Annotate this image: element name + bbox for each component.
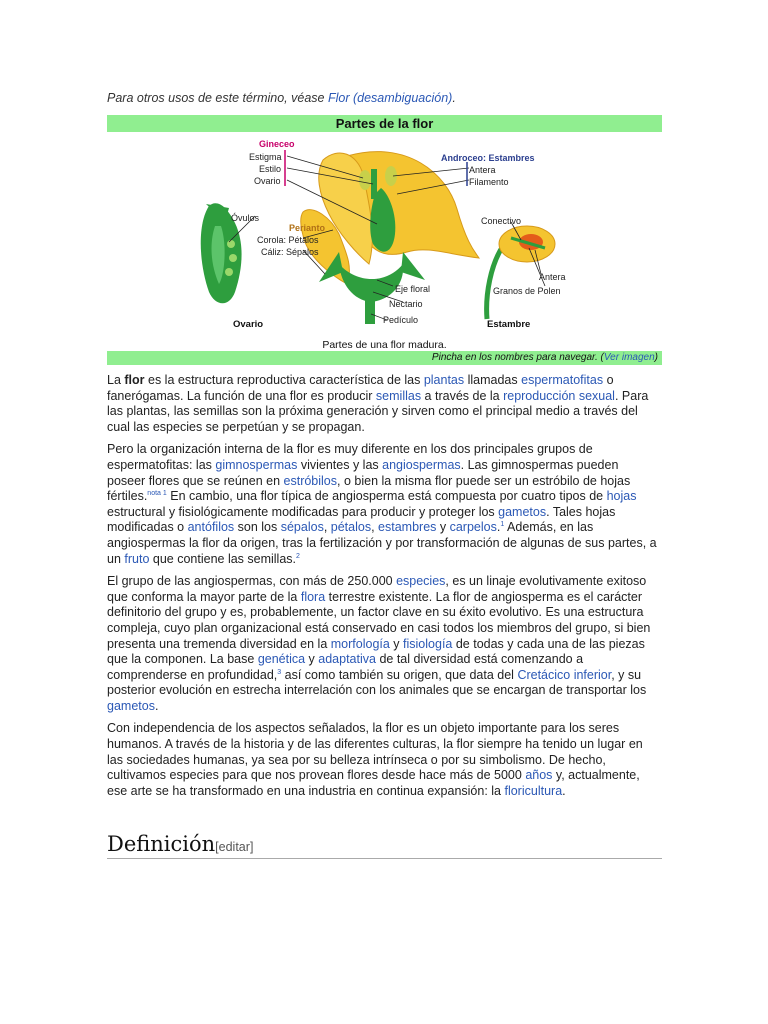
- paragraph-culture: Con independencia de los aspectos señalados, la flor es un objeto importante para los seres humanos. A través de la historia y de las diferentes culturas, la flor siempre ha tenido un lugar en las sociedades humanas, ya sea por su belleza intrínseca o por su simbolismo. De hecho, cultivamos especies para que nos provean flores desde hace más de 5000 años y, actualmente, ese arte se ha transformado en una industria en continua expansión: la floricultura.: [107, 721, 643, 798]
- footnote-3[interactable]: 3: [277, 668, 282, 676]
- label-pediculo[interactable]: Pedículo: [383, 315, 419, 325]
- label-perianto[interactable]: Perianto: [289, 223, 326, 233]
- link-anos[interactable]: años: [525, 768, 553, 783]
- disambiguation-link[interactable]: Flor (desambiguación): [327, 91, 453, 105]
- label-antera-2[interactable]: Antera: [539, 272, 566, 282]
- label-caliz[interactable]: Cáliz: Sépalos: [261, 247, 319, 257]
- link-floricultura[interactable]: floricultura: [504, 783, 563, 798]
- link-adaptativa[interactable]: adaptativa: [318, 652, 376, 667]
- sepal-shape: [401, 252, 425, 280]
- ovule-shape: [229, 254, 237, 262]
- paragraph-intro: La flor es la estructura reproductiva característica de las plantas llamadas espermatofitas o fanerógamas. La función de una flor es producir semillas a través de la reproducción sexual. Para las plantas, las semillas son la próxima generación y sirven como el principal medio a través del cual las especies se perpetúan y se propagan.: [107, 373, 649, 434]
- link-cretacico-inferior[interactable]: Cretácico inferior: [517, 667, 612, 682]
- link-angiospermas[interactable]: angiospermas: [382, 457, 461, 472]
- link-flora[interactable]: flora: [300, 589, 326, 604]
- link-fisiologia[interactable]: fisiología: [403, 636, 453, 651]
- link-petalos[interactable]: pétalos: [330, 520, 372, 535]
- navigation-hint: Pincha en los nombres para navegar. (Ver imagen): [107, 351, 662, 365]
- link-estrobilos[interactable]: estróbilos: [283, 473, 338, 488]
- label-ovario[interactable]: Ovario: [254, 176, 281, 186]
- label-antera[interactable]: Antera: [469, 165, 496, 175]
- label-estigma[interactable]: Estigma: [249, 152, 282, 162]
- figure-caption: Partes de una flor madura.: [322, 339, 447, 351]
- label-gineceo[interactable]: Gineceo: [259, 139, 295, 149]
- label-conectivo[interactable]: Conectivo: [481, 216, 522, 226]
- paragraph-angiosperms: El grupo de las angiospermas, con más de 250.000 especies, es un linaje evolutivamente exitoso que conforma la mayor parte de la flora terrestre existente. La flor de angiosperma es el carácter definitorio del grupo y es, probablemente, un factor clave en su éxito evolutivo. Es una estructura compleja, cuyo plan organizacional está conservado en casi todos los miembros del grupo, si bien presenta una tremenda diversidad en la morfología y fisiología de todas y cada una de las piezas que la componen. La base genética y adaptativa de tal diversidad está comenzando a comprenderse en profundidad,$^3$ así como también su origen, que data del Cretácico inferior, y su posterior evolución en estrecha interrelación con los animales que se encargan de transportar los gametos.: [107, 574, 651, 713]
- label-nectario[interactable]: Nectario: [389, 299, 423, 309]
- link-semillas[interactable]: semillas: [375, 388, 422, 403]
- label-corola[interactable]: Corola: Pétalos: [257, 235, 319, 245]
- link-antofilos[interactable]: antófilos: [187, 520, 235, 535]
- label-ovario-bottom[interactable]: Ovario: [233, 319, 264, 330]
- link-sepalos[interactable]: sépalos: [280, 520, 324, 535]
- section-heading-definicion: Definición[editar]: [107, 832, 662, 859]
- ovule-shape: [227, 240, 235, 248]
- pedicel-shape: [365, 298, 375, 324]
- link-gimnospermas[interactable]: gimnospermas: [215, 457, 298, 472]
- infobox-title: Partes de la flor: [107, 115, 662, 132]
- link-fruto[interactable]: fruto: [124, 551, 150, 566]
- link-estambres[interactable]: estambres: [378, 520, 437, 535]
- hatnote: Para otros usos de este término, véase Flor (desambiguación).: [107, 91, 456, 105]
- link-morfologia[interactable]: morfología: [330, 636, 390, 651]
- footnote-nota-1[interactable]: nota 1: [147, 490, 167, 497]
- link-carpelos[interactable]: carpelos: [449, 520, 497, 535]
- link-genetica[interactable]: genética: [257, 652, 306, 667]
- label-estilo[interactable]: Estilo: [259, 164, 282, 174]
- link-reproduccion-sexual[interactable]: reproducción sexual: [503, 388, 615, 403]
- flower-diagram[interactable]: [107, 134, 662, 350]
- filament-shape: [487, 246, 503, 319]
- label-androceo[interactable]: Androceo: Estambres: [441, 153, 535, 163]
- footnote-2[interactable]: 2: [296, 552, 300, 560]
- ovule-shape: [225, 268, 233, 276]
- link-especies[interactable]: especies: [396, 574, 446, 589]
- label-filamento[interactable]: Filamento: [469, 177, 509, 187]
- link-gametos[interactable]: gametos: [498, 504, 547, 519]
- link-gametos-2[interactable]: gametos: [107, 698, 155, 713]
- section-title: Definición: [107, 832, 216, 856]
- label-granos[interactable]: Granos de Polen: [493, 286, 561, 296]
- flower-diagram-svg: [107, 134, 662, 350]
- stamen-shape: [359, 170, 371, 190]
- link-espermatofitas[interactable]: espermatofitas: [521, 373, 604, 387]
- label-ovulos[interactable]: Óvulos: [231, 213, 260, 223]
- link-plantas[interactable]: plantas: [423, 373, 465, 387]
- label-estambre[interactable]: Estambre: [487, 319, 531, 330]
- edit-section-link[interactable]: editar: [218, 840, 250, 854]
- footnote-1[interactable]: 1: [500, 521, 505, 529]
- label-eje[interactable]: Eje floral: [395, 284, 431, 294]
- article-body: [107, 373, 658, 806]
- link-hojas[interactable]: hojas: [606, 489, 637, 504]
- view-image-link[interactable]: Ver imagen: [603, 352, 655, 363]
- paragraph-organization: Pero la organización interna de la flor es muy diferente en los dos principales grupos de espermatofitas: las gimnospermas vivientes y las angiospermas. Las gimnospermas pueden poseer flores que se reúnen en estróbilos, o bien la misma flor puede ser un estróbilo de hojas fértiles.$^{nota 1}$ En cambio, una flor típica de angiosperma está compuesta por cuatro tipos de hojas estructural y fisiológicamente modificadas para producir y proteger los gametos. Tales hojas modificadas o antófilos son los sépalos, pétalos, estambres y carpelos.$^1$ Además, en las angiospermas la flor da origen, tras la fertilización y por transformación de algunas de sus partes, a un fruto que contiene las semillas.$^2$: [107, 442, 657, 566]
